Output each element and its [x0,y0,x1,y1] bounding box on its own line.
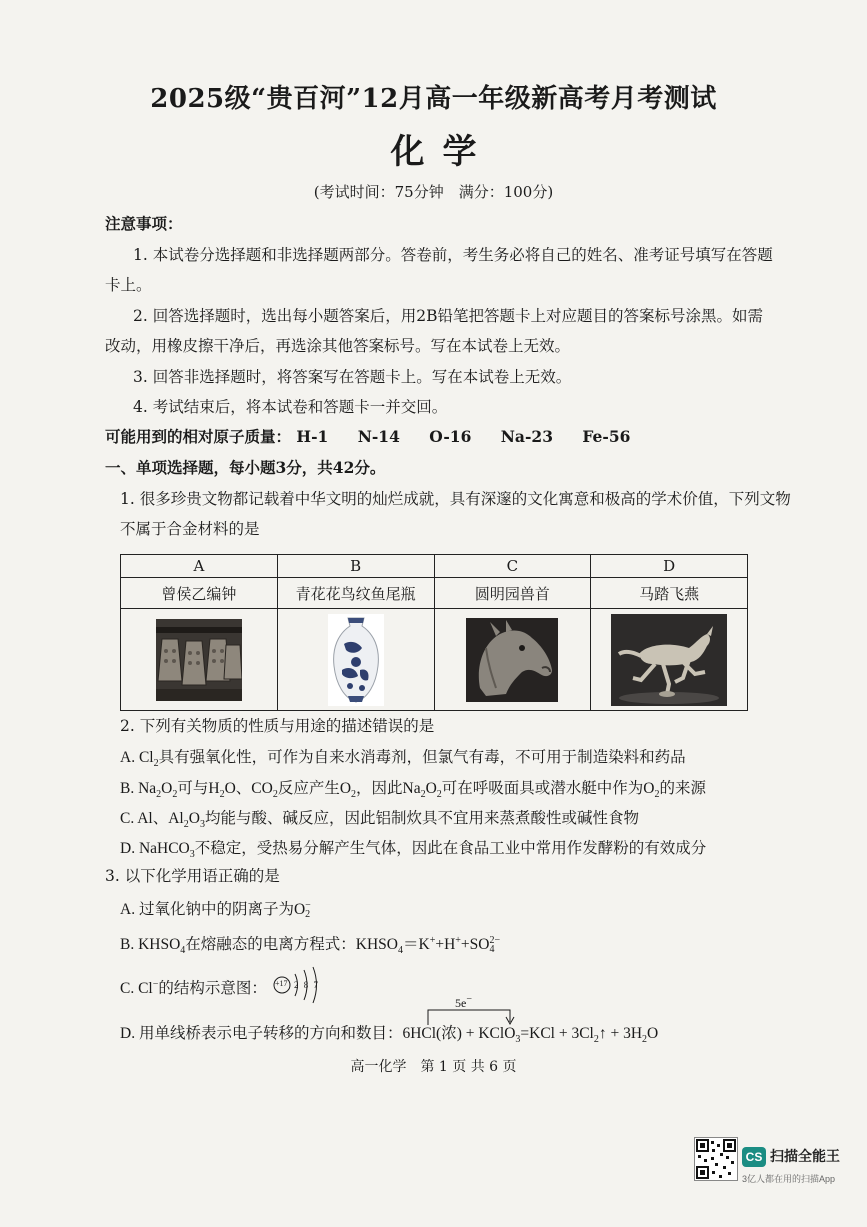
section-1-title: 一、单项选择题，每小题3分，共42分。 [105,458,386,477]
atomic-masses-label: 可能用到的相对原子质量： [105,427,292,446]
scanner-app-logo: CS [742,1147,766,1167]
exam-title: 2025级“贵百河”12月高一年级新高考月考测试 [150,84,717,114]
section-heading [105,456,385,478]
q2-option-d: D. NaHCO$_3$不稳定，受热易分解产生气体，因此在食品工业中常用作发酵粉的有效成分 [120,840,707,861]
atomic-mass-n: N-14 [357,427,400,446]
option-b-name: 青花花鸟纹鱼尾瓶 [277,578,434,609]
q3-option-b: B. $KHSO_4$在熔融态的电离方程式：$KHSO_4=K^++H^++SO$ 2− 4 [120,934,501,957]
galloping-horse-bronze-image [611,614,727,706]
option-d-photo-cell [591,609,748,711]
single-line-bridge-arrow-icon [426,1004,516,1026]
notice-item-1: 1. 本试卷分选择题和非选择题两部分。答卷前，考生务必将自己的姓名、准考证号填写在答题 [133,246,773,264]
option-c-photo-cell [434,609,591,711]
scanner-app-tagline: 3亿人都在用的扫描App [742,1174,836,1184]
q3-option-d: D. 用单线桥表示电子转移的方向和数目：6HCl(浓) + KClO$_3$=KCl + $3Cl_2↑ + 3H_2O$ [120,1025,659,1046]
electron-shells: 2 8 7 [294,980,318,990]
q2-option-c: C. Al、$Al_2O_3$均能与酸、碱反应，因此铝制炊具不宜用来蒸煮酸性或碱性食物 [120,810,639,831]
atomic-masses [105,425,630,447]
qr-pattern-icon [695,1138,737,1180]
atomic-mass-o: O-16 [429,427,472,446]
atomic-mass-na: Na-23 [500,427,553,446]
option-b-photo-cell [277,609,434,711]
electron-transfer-label: 5e− [455,994,472,1010]
q2-option-a: A. $Cl_2$具有强氧化性，可作为自来水消毒剂，但氯气有毒，不可用于制造染料和药品 [120,749,686,770]
q3-option-c: C. Cl−的结构示意图： [120,978,267,997]
exam-info: (考试时间：75分钟 满分：100分) [313,183,554,201]
horse-head-bronze-image [466,618,558,702]
option-b-letter: B [277,555,434,578]
scanner-app-name: 扫描全能王 [770,1148,840,1164]
artifact-table [120,554,748,711]
atomic-mass-fe: Fe-56 [582,427,631,446]
notice-item-2: 2. 回答选择题时，选出每小题答案后，用2B铅笔把答题卡上对应题目的答案标号涂黑。如需 [133,307,763,325]
q1-stem-cont: 不属于合金材料的是 [120,520,260,538]
notice-item-4: 4. 考试结束后，将本试卷和答题卡一并交回。 [133,398,448,416]
notice-item-3: 3. 回答非选择题时，将答案写在答题卡上。写在本试卷上无效。 [133,368,572,386]
bronze-chime-bells-image [156,619,242,701]
chloride-ion-structure-diagram [273,962,323,1008]
redox-equation: 6HCl(浓) + KClO$_3$=KCl + $3Cl_2↑ + 3H_2O$ [402,1025,659,1046]
notice-item-1-cont: 卡上。 [105,276,152,294]
qr-code-icon [694,1137,738,1181]
q1-stem: 1. 很多珍贵文物都记载着中华文明的灿烂成就，具有深邃的文化寓意和极高的学术价值，下列文物 [120,490,791,508]
atomic-mass-h: H-1 [296,427,329,446]
nucleus-charge: +17 [275,979,288,988]
option-a-letter: A [121,555,278,578]
porcelain-vase-image [328,614,384,706]
q2-stem: 2. 下列有关物质的性质与用途的描述错误的是 [120,717,435,735]
q2-option-b: B. $Na_2O_2$可与$H_2O$、$CO_2$反应产生$O_2$，因此$Na_2O_2$可在呼吸面具或潜水艇中作为$O_2$的来源 [120,780,707,801]
option-d-letter: D [591,555,748,578]
option-c-name: 圆明园兽首 [434,578,591,609]
notice-item-2-cont: 改动，用橡皮擦干净后，再选涂其他答案标号。写在本试卷上无效。 [105,337,571,355]
option-a-name: 曾侯乙编钟 [121,578,278,609]
page-footer: 高一化学 第 1 页 共 6 页 [350,1059,517,1075]
notice-heading: 注意事项： [105,214,183,233]
option-a-photo-cell [121,609,278,711]
option-d-name: 马踏飞燕 [591,578,748,609]
q3-stem: 3. 以下化学用语正确的是 [105,867,280,885]
option-c-letter: C [434,555,591,578]
subject-title: 化学 [390,132,495,172]
q3-option-a: A. 过氧化钠中的阴离子为O − 2 [120,900,311,921]
